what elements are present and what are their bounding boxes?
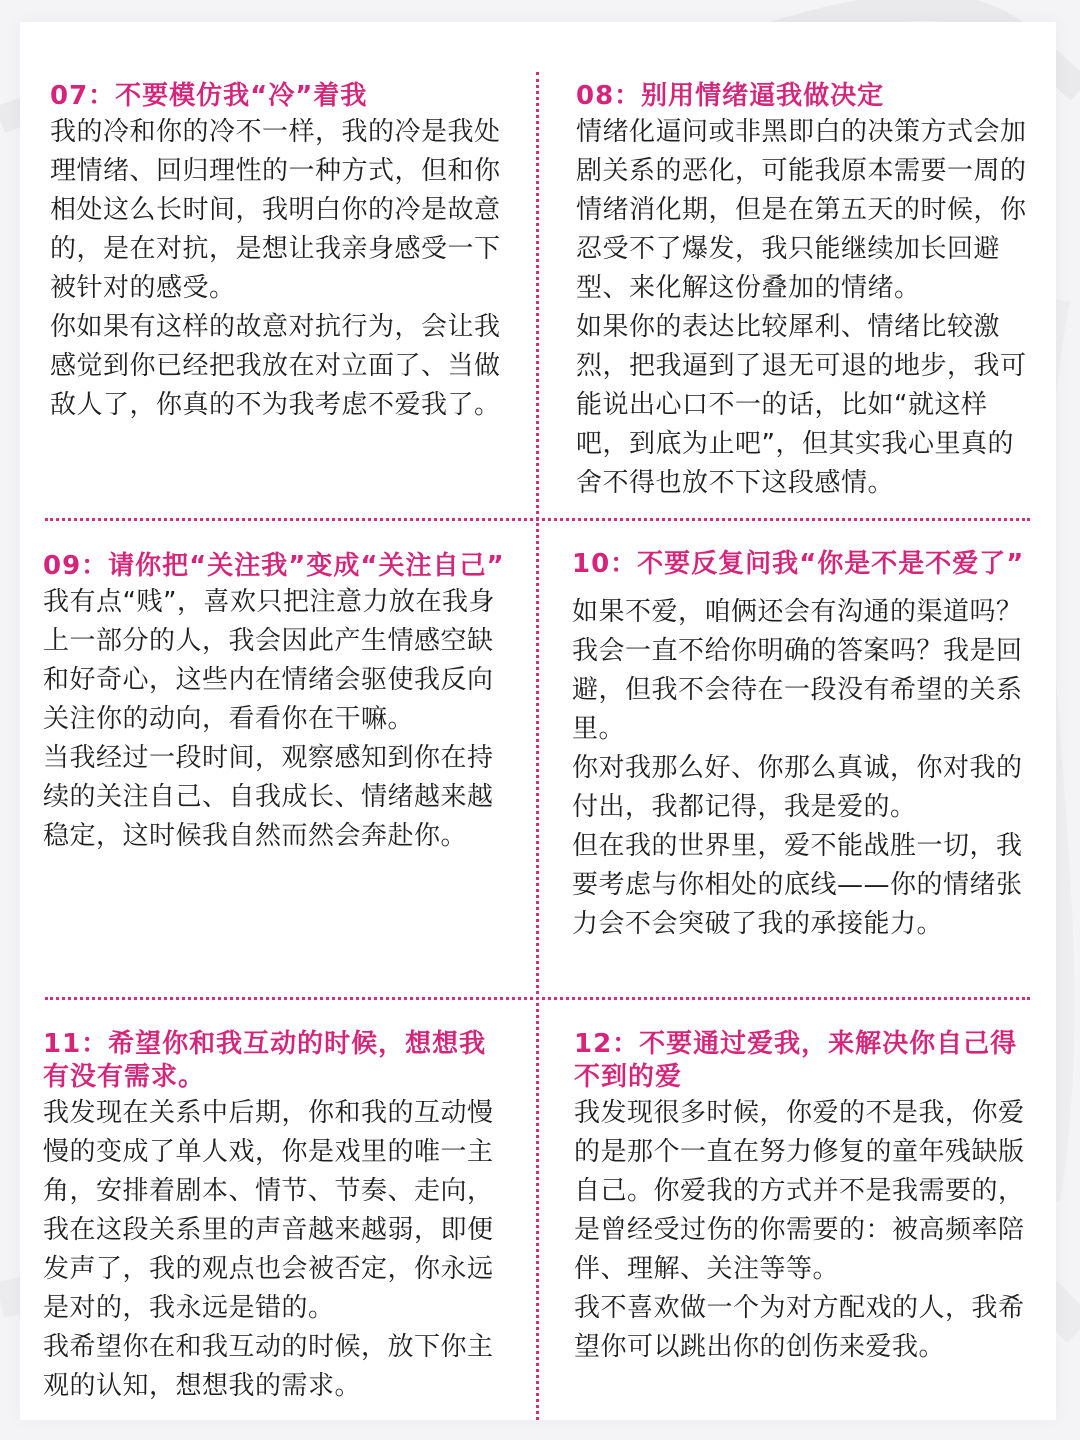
section-title: 10：不要反复问我“你是不是不爱了” <box>572 549 1025 579</box>
section-title: 09：请你把“关注我”变成“关注自己” <box>43 551 505 581</box>
section-title: 12：不要通过爱我，来解决你自己得不到的爱 <box>574 1029 1018 1092</box>
section-body <box>576 113 1036 503</box>
section-title: 08：别用情绪逼我做决定 <box>576 81 885 111</box>
section-08 <box>576 80 1036 503</box>
section-paragraph: 我希望你在和我互动的时候，放下你主观的认知，想想我的需求。 <box>43 1332 494 1401</box>
section-07 <box>50 80 512 425</box>
section-body <box>572 593 1032 944</box>
horizontal-divider-1 <box>45 518 1030 521</box>
section-09 <box>43 550 505 856</box>
section-paragraph: 我不喜欢做一个为对方配戏的人，我希望你可以跳出你的创伤来爱我。 <box>574 1293 1025 1362</box>
section-paragraph: 如果不爱，咱俩还会有沟通的渠道吗？我会一直不给你明确的答案吗？我是回避，但我不会待在一段没有希望的关系里。 <box>572 597 1023 744</box>
section-paragraph: 你对我那么好、你那么真诚，你对我的付出，我都记得，我是爱的。 <box>572 753 1023 822</box>
vertical-divider <box>536 72 539 1420</box>
section-body <box>50 113 512 425</box>
section-body <box>43 583 505 856</box>
section-12 <box>574 1028 1034 1367</box>
section-11 <box>43 1028 505 1406</box>
section-body <box>574 1094 1034 1367</box>
section-body <box>43 1094 505 1406</box>
section-title: 07：不要模仿我“冷”着我 <box>50 81 368 111</box>
section-10 <box>572 548 1032 944</box>
section-paragraph: 我发现在关系中后期，你和我的互动慢慢的变成了单人戏，你是戏里的唯一主角，安排着剧本、情节、节奏、走向，我在这段关系里的声音越来越弱，即便发声了，我的观点也会被否定，你永远是对的，我永远是错的。 <box>43 1098 494 1323</box>
section-paragraph: 但在我的世界里，爱不能战胜一切，我要考虑与你相处的底线——你的情绪张力会不会突破了我的承接能力。 <box>572 831 1023 939</box>
section-paragraph: 情绪化逼问或非黑即白的决策方式会加剧关系的恶化，可能我原本需要一周的情绪消化期，但是在第五天的时候，你忍受不了爆发，我只能继续加长回避型、来化解这份叠加的情绪。 <box>576 117 1027 303</box>
section-title: 11：希望你和我互动的时候，想想我有没有需求。 <box>43 1029 487 1092</box>
section-paragraph: 你如果有这样的故意对抗行为，会让我感觉到你已经把我放在对立面了、当做敌人了，你真的不为我考虑不爱我了。 <box>50 312 501 420</box>
section-paragraph: 如果你的表达比较犀利、情绪比较激烈，把我逼到了退无可退的地步，我可能说出心口不一的话，比如“就这样吧，到底为止吧”，但其实我心里真的舍不得也放不下这段感情。 <box>576 312 1027 498</box>
section-paragraph: 当我经过一段时间，观察感知到你在持续的关注自己、自我成长、情绪越来越稳定，这时候我自然而然会奔赴你。 <box>43 743 494 851</box>
section-paragraph: 我发现很多时候，你爱的不是我，你爱的是那个一直在努力修复的童年残缺版自己。你爱我的方式并不是我需要的，是曾经受过伤的你需要的：被高频率陪伴、理解、关注等等。 <box>574 1098 1025 1284</box>
horizontal-divider-2 <box>45 997 1030 1000</box>
section-paragraph: 我的冷和你的冷不一样，我的冷是我处理情绪、回归理性的一种方式，但和你相处这么长时间，我明白你的冷是故意的，是在对抗，是想让我亲身感受一下被针对的感受。 <box>50 117 501 303</box>
section-paragraph: 我有点“贱”，喜欢只把注意力放在我身上一部分的人，我会因此产生情感空缺和好奇心，这些内在情绪会驱使我反向关注你的动向，看看你在干嘛。 <box>43 587 495 734</box>
